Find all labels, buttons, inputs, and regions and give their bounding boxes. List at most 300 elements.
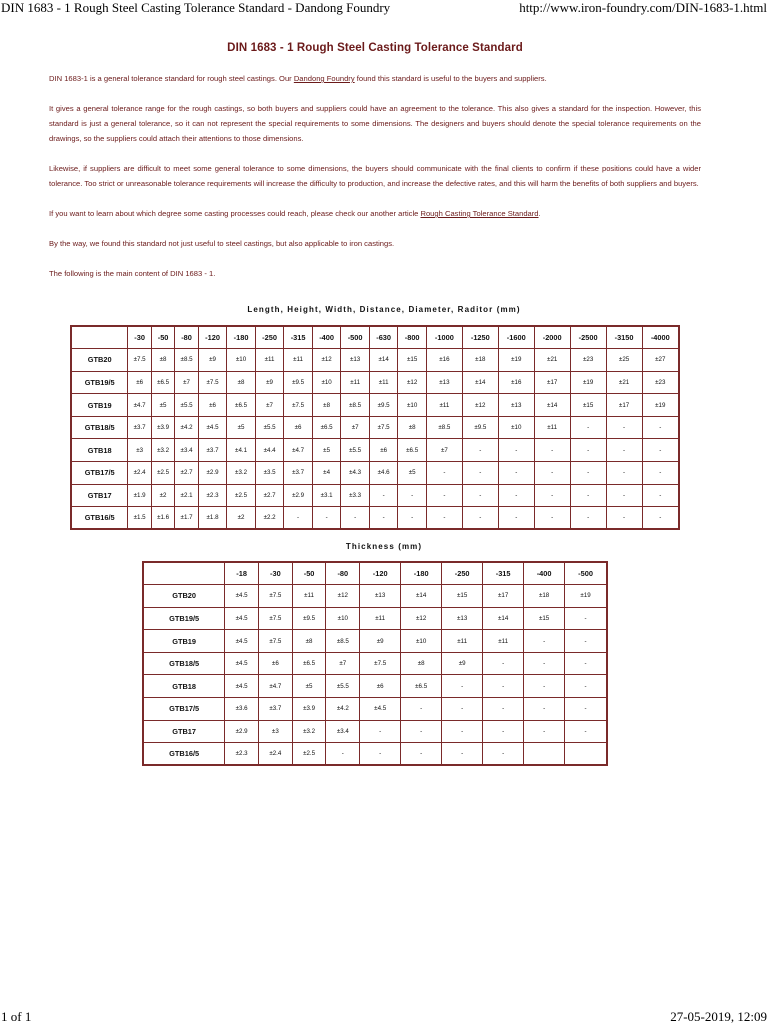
table-cell: - (312, 507, 341, 530)
table-cell: ±7.5 (258, 585, 292, 608)
table-cell: ±23 (570, 349, 606, 372)
row-label: GTB19 (71, 394, 128, 417)
table-cell: - (462, 462, 498, 485)
table-cell: - (565, 607, 607, 630)
paragraph-text: DIN 1683-1 is a general tolerance standard for rough steel castings. Our (49, 74, 294, 83)
column-header: -180 (227, 326, 256, 349)
table-cell: ±6.5 (401, 675, 442, 698)
row-label: GTB16/5 (71, 507, 128, 530)
column-header: -800 (398, 326, 427, 349)
table-cell: ±15 (524, 607, 565, 630)
article (49, 42, 701, 296)
table-cell: ±16 (498, 371, 534, 394)
table-cell: ±17 (483, 585, 524, 608)
table-cell: ±3.7 (284, 462, 313, 485)
table-cell: ±3.1 (312, 484, 341, 507)
table-cell: ±19 (565, 585, 607, 608)
table-cell: ±11 (360, 607, 401, 630)
table-cell: ±13 (426, 371, 462, 394)
row-label: GTB17/5 (143, 698, 225, 721)
table-cell: ±21 (534, 349, 570, 372)
table-cell: ±6.5 (312, 416, 341, 439)
table-cell: ±1.5 (128, 507, 151, 530)
table-cell: ±9 (442, 652, 483, 675)
table-cell: ±7.5 (369, 416, 398, 439)
table-cell: ±2.9 (284, 484, 313, 507)
table-cell: ±13 (360, 585, 401, 608)
row-label: GTB16/5 (143, 743, 225, 766)
table-cell: ±6.5 (398, 439, 427, 462)
table-cell: ±7.5 (198, 371, 227, 394)
table-cell: ±3.7 (128, 416, 151, 439)
table-row (71, 439, 679, 462)
print-header (0, 0, 768, 18)
row-label: GTB18 (71, 439, 128, 462)
table-cell: - (360, 720, 401, 743)
table-cell: - (534, 439, 570, 462)
column-header: -250 (255, 326, 284, 349)
table-cell: - (401, 720, 442, 743)
table-cell: ±3.3 (341, 484, 370, 507)
table-cell: ±1.9 (128, 484, 151, 507)
column-header: -3150 (606, 326, 642, 349)
page-number: 1 of 1 (1, 1009, 32, 1024)
table-cell: ±5 (227, 416, 256, 439)
table-cell: - (462, 507, 498, 530)
table-row (143, 698, 607, 721)
table-cell: ±5 (312, 439, 341, 462)
table-cell: - (483, 720, 524, 743)
table-cell: ±19 (498, 349, 534, 372)
table-cell: ±6.5 (292, 652, 326, 675)
table-cell: ±4.5 (225, 585, 259, 608)
table-cell: - (642, 507, 679, 530)
table-cell: ±11 (369, 371, 398, 394)
paragraph-text: If you want to learn about which degree some casting processes could reach, please check our another article (49, 209, 421, 218)
table-cell: - (534, 462, 570, 485)
table-cell: - (534, 484, 570, 507)
table-cell: ±5 (151, 394, 174, 417)
table-cell: - (642, 416, 679, 439)
table-cell: - (398, 507, 427, 530)
table-cell: - (426, 484, 462, 507)
table-cell: ±5.5 (326, 675, 360, 698)
table-cell: ±4.1 (227, 439, 256, 462)
paragraph-casting-processes (49, 206, 701, 221)
table-cell: ±13 (498, 394, 534, 417)
table-cell: ±4.5 (198, 416, 227, 439)
table-cell: ±3.6 (225, 698, 259, 721)
table-cell: ±19 (570, 371, 606, 394)
paragraph-suppliers: Likewise, if suppliers are difficult to meet some general tolerance to some dimensions, the buyers should communicate with the final clients to confirm if these positions could have a wider tolerance. Too strict or unreasonable tolerance requirements will increase the difficulty to production, and increase the defective rates, and this will harm the benefits of both suppliers and buyers. (49, 164, 701, 188)
corner-cell (71, 326, 128, 349)
table-cell: ±2 (227, 507, 256, 530)
table-cell: ±16 (426, 349, 462, 372)
table-cell: ±2.3 (225, 743, 259, 766)
column-header: -400 (524, 562, 565, 585)
table-cell: ±7 (255, 394, 284, 417)
table-cell: ±6 (284, 416, 313, 439)
paragraph-text: found this standard is useful to the buyers and suppliers. (354, 74, 547, 83)
table-cell: ±8 (151, 349, 174, 372)
table-cell: ±2.4 (128, 462, 151, 485)
table-cell: ±8.5 (341, 394, 370, 417)
table-cell: ±4.5 (225, 630, 259, 653)
table-cell: ±15 (398, 349, 427, 372)
table-row (71, 416, 679, 439)
header-row (143, 562, 607, 585)
table-cell: ±13 (442, 607, 483, 630)
table-cell: ±5.5 (341, 439, 370, 462)
table-cell: ±7.5 (360, 652, 401, 675)
column-header: -4000 (642, 326, 679, 349)
table-cell: ±2.7 (255, 484, 284, 507)
table-cell: - (442, 743, 483, 766)
table-cell: ±17 (534, 371, 570, 394)
table-row (71, 507, 679, 530)
table-cell: ±6.5 (151, 371, 174, 394)
row-label: GTB19/5 (71, 371, 128, 394)
table-cell: ±14 (483, 607, 524, 630)
table-cell: ±7 (426, 439, 462, 462)
column-header: -120 (360, 562, 401, 585)
table-row (71, 371, 679, 394)
row-label: GTB18 (143, 675, 225, 698)
paragraph-iron-castings: By the way, we found this standard not just useful to steel castings, but also applicable to iron castings. (49, 239, 395, 248)
table-cell: ±2.5 (227, 484, 256, 507)
column-header: -50 (292, 562, 326, 585)
table-cell: - (442, 675, 483, 698)
table-cell: ±11 (341, 371, 370, 394)
table-cell: ±2 (151, 484, 174, 507)
column-header: -500 (565, 562, 607, 585)
table-cell: - (284, 507, 313, 530)
table2-title: Thickness (mm) (345, 542, 423, 551)
column-header: -2500 (570, 326, 606, 349)
table-row (71, 462, 679, 485)
table-cell: ±4.7 (284, 439, 313, 462)
table-cell: ±1.8 (198, 507, 227, 530)
table-cell: ±10 (401, 630, 442, 653)
table-cell: ±10 (398, 394, 427, 417)
table-cell: ±8 (401, 652, 442, 675)
table-cell: ±10 (326, 607, 360, 630)
table-cell: ±21 (606, 371, 642, 394)
table-cell: ±6 (360, 675, 401, 698)
table-cell: ±12 (326, 585, 360, 608)
table-cell: ±10 (312, 371, 341, 394)
table-cell: - (498, 439, 534, 462)
column-header: -120 (198, 326, 227, 349)
table-cell: - (426, 462, 462, 485)
table-cell: - (642, 439, 679, 462)
table-cell: ±9 (198, 349, 227, 372)
column-header: -180 (401, 562, 442, 585)
empty-cell (524, 743, 565, 766)
table-cell: - (498, 462, 534, 485)
table-cell: ±4 (312, 462, 341, 485)
table-cell: ±4.2 (326, 698, 360, 721)
table-cell: ±11 (534, 416, 570, 439)
table-cell: - (565, 652, 607, 675)
table-cell: ±7 (341, 416, 370, 439)
row-label: GTB17 (71, 484, 128, 507)
row-label: GTB19/5 (143, 607, 225, 630)
table-cell: - (570, 462, 606, 485)
table-row (71, 484, 679, 507)
column-header: -250 (442, 562, 483, 585)
table-cell: ±17 (606, 394, 642, 417)
table-row (71, 394, 679, 417)
column-header: -80 (326, 562, 360, 585)
table-cell: - (524, 675, 565, 698)
table-cell: ±3.7 (198, 439, 227, 462)
table-cell: ±14 (534, 394, 570, 417)
row-label: GTB18/5 (71, 416, 128, 439)
column-header: -500 (341, 326, 370, 349)
empty-cell (565, 743, 607, 766)
table-cell: ±11 (255, 349, 284, 372)
paragraph-general-tolerance: It gives a general tolerance range for the rough castings, so both buyers and suppliers could have an agreement to the tolerance. This also gives a standard for the inspection. However, this standard is just a general tolerance, so it can not represent the special requirements to some dimensions. The designers and buyers should denote the special tolerance requirements on the drawings, so the suppliers could attach their attentions to those dimensions. (49, 104, 701, 143)
table-cell: ±7 (326, 652, 360, 675)
table-cell: ±3.9 (292, 698, 326, 721)
table-cell: - (483, 652, 524, 675)
table-cell: - (483, 698, 524, 721)
table-cell: - (570, 439, 606, 462)
table-cell: ±6.5 (227, 394, 256, 417)
table-cell: ±3.2 (151, 439, 174, 462)
table-cell: ±5 (398, 462, 427, 485)
table-cell: - (565, 675, 607, 698)
table-cell: ±6 (198, 394, 227, 417)
table-cell: - (360, 743, 401, 766)
table-cell: ±4.5 (360, 698, 401, 721)
table-cell: - (565, 698, 607, 721)
corner-cell (143, 562, 225, 585)
table-cell: ±3.7 (258, 698, 292, 721)
column-header: -630 (369, 326, 398, 349)
table-cell: ±11 (442, 630, 483, 653)
paragraph-text: . (538, 209, 541, 218)
table-row (143, 630, 607, 653)
table-cell: - (398, 484, 427, 507)
table-cell: ±15 (442, 585, 483, 608)
table-cell: ±19 (642, 394, 679, 417)
table-cell: - (642, 484, 679, 507)
table-cell: ±12 (398, 371, 427, 394)
table-cell: ±6 (128, 371, 151, 394)
print-header-title: DIN 1683 - 1 Rough Steel Casting Tolerance Standard - Dandong Foundry (1, 0, 391, 15)
table-cell: ±4.5 (225, 607, 259, 630)
table-cell: ±9.5 (369, 394, 398, 417)
table-cell: - (401, 698, 442, 721)
table-cell: - (401, 743, 442, 766)
table-cell: ±10 (498, 416, 534, 439)
table-cell: ±27 (642, 349, 679, 372)
row-label: GTB18/5 (143, 652, 225, 675)
table-cell: ±14 (462, 371, 498, 394)
table-cell: ±6 (369, 439, 398, 462)
table-cell: - (606, 462, 642, 485)
table-cell: - (498, 507, 534, 530)
table-cell: ±12 (462, 394, 498, 417)
table-cell: - (426, 507, 462, 530)
row-label: GTB17/5 (71, 462, 128, 485)
print-header-url: http://www.iron-foundry.com/DIN-1683-1.html (519, 0, 767, 15)
table-cell: - (570, 484, 606, 507)
thickness-tolerance-table (142, 561, 608, 766)
table-cell: ±3 (128, 439, 151, 462)
table-cell: ±12 (312, 349, 341, 372)
table-cell: - (498, 484, 534, 507)
table-cell: - (442, 720, 483, 743)
table-cell: ±3.2 (227, 462, 256, 485)
table-cell: ±23 (642, 371, 679, 394)
table-cell: ±2.1 (175, 484, 198, 507)
row-label: GTB20 (143, 585, 225, 608)
table-row (143, 743, 607, 766)
table-cell: ±8.5 (175, 349, 198, 372)
table-row (143, 607, 607, 630)
table-cell: ±3 (258, 720, 292, 743)
table-cell: ±11 (483, 630, 524, 653)
table-cell: - (534, 507, 570, 530)
table-row (143, 585, 607, 608)
table-cell: ±11 (426, 394, 462, 417)
table-cell: ±8.5 (426, 416, 462, 439)
column-header: -18 (225, 562, 259, 585)
table-cell: - (606, 484, 642, 507)
column-header: -50 (151, 326, 174, 349)
table-cell: - (369, 507, 398, 530)
table-cell: ±7.5 (128, 349, 151, 372)
table-cell: ±3.9 (151, 416, 174, 439)
table-cell: ±12 (401, 607, 442, 630)
table1-title: Length, Height, Width, Distance, Diameter, Raditor (mm) (247, 305, 521, 314)
table-cell: ±2.9 (225, 720, 259, 743)
table-cell: ±4.7 (258, 675, 292, 698)
column-header: -1000 (426, 326, 462, 349)
table-cell: ±1.7 (175, 507, 198, 530)
print-date: 27-05-2019, 12:09 (670, 1009, 767, 1024)
table-cell: ±7.5 (258, 630, 292, 653)
table-cell: - (341, 507, 370, 530)
column-header: -30 (128, 326, 151, 349)
table-cell: ±9.5 (292, 607, 326, 630)
table-row (143, 720, 607, 743)
table-cell: ±2.2 (255, 507, 284, 530)
table-cell: ±9.5 (284, 371, 313, 394)
length-tolerance-table (70, 325, 680, 530)
table-cell: ±4.4 (255, 439, 284, 462)
table-cell: - (462, 439, 498, 462)
table-cell: - (565, 630, 607, 653)
column-header: -315 (284, 326, 313, 349)
table-cell: ±4.2 (175, 416, 198, 439)
table-cell: ±7 (175, 371, 198, 394)
table-cell: ±8 (227, 371, 256, 394)
table-cell: - (606, 507, 642, 530)
table-cell: ±2.9 (198, 462, 227, 485)
page-title: DIN 1683 - 1 Rough Steel Casting Tolerance Standard (227, 42, 523, 54)
table-cell: - (462, 484, 498, 507)
table-cell: ±3.5 (255, 462, 284, 485)
table-cell: ±8 (398, 416, 427, 439)
table-cell: - (570, 416, 606, 439)
table-cell: ±4.7 (128, 394, 151, 417)
table-cell: ±8 (292, 630, 326, 653)
column-header: -2000 (534, 326, 570, 349)
column-header: -80 (175, 326, 198, 349)
table-cell: ±9 (360, 630, 401, 653)
table-cell: ±14 (401, 585, 442, 608)
table-cell: ±1.6 (151, 507, 174, 530)
paragraph-main-content: The following is the main content of DIN 1683 - 1. (49, 269, 216, 278)
table-cell: - (524, 698, 565, 721)
table-cell: ±5.5 (255, 416, 284, 439)
table-cell: ±2.3 (198, 484, 227, 507)
table-cell: ±8 (312, 394, 341, 417)
table-cell: - (524, 720, 565, 743)
table-cell: - (326, 743, 360, 766)
table-row (143, 652, 607, 675)
table-cell: ±13 (341, 349, 370, 372)
table-cell: - (442, 698, 483, 721)
row-label: GTB17 (143, 720, 225, 743)
table-cell: ±3.4 (326, 720, 360, 743)
header-row (71, 326, 679, 349)
paragraph-intro (49, 71, 701, 86)
rough-casting-tolerance-link[interactable]: Rough Casting Tolerance Standard (420, 209, 539, 218)
table-cell: ±15 (570, 394, 606, 417)
table-cell: ±9.5 (462, 416, 498, 439)
table-cell: ±9 (255, 371, 284, 394)
column-header: -1600 (498, 326, 534, 349)
table-cell: ±8.5 (326, 630, 360, 653)
column-header: -315 (483, 562, 524, 585)
table-cell: ±14 (369, 349, 398, 372)
table-cell: - (606, 439, 642, 462)
table-cell: ±5.5 (175, 394, 198, 417)
table-cell: ±2.5 (292, 743, 326, 766)
table-cell: ±18 (524, 585, 565, 608)
table-cell: - (524, 630, 565, 653)
table-cell: - (369, 484, 398, 507)
column-header: -1250 (462, 326, 498, 349)
table-cell: - (570, 507, 606, 530)
dandong-foundry-link[interactable]: Dandong Foundry (293, 74, 355, 83)
table-cell: - (524, 652, 565, 675)
table-cell: ±10 (227, 349, 256, 372)
table-row (71, 349, 679, 372)
column-header: -400 (312, 326, 341, 349)
table-cell: ±7.5 (258, 607, 292, 630)
print-footer (0, 1009, 768, 1024)
table-cell: ±4.6 (369, 462, 398, 485)
table-cell: ±3.4 (175, 439, 198, 462)
table-cell: ±5 (292, 675, 326, 698)
table-row (143, 675, 607, 698)
row-label: GTB20 (71, 349, 128, 372)
table-cell: ±3.2 (292, 720, 326, 743)
table-cell: ±11 (284, 349, 313, 372)
table-cell: ±25 (606, 349, 642, 372)
table-cell: - (565, 720, 607, 743)
table-cell: ±6 (258, 652, 292, 675)
table-cell: - (606, 416, 642, 439)
table-cell: ±2.4 (258, 743, 292, 766)
table-cell: - (483, 743, 524, 766)
